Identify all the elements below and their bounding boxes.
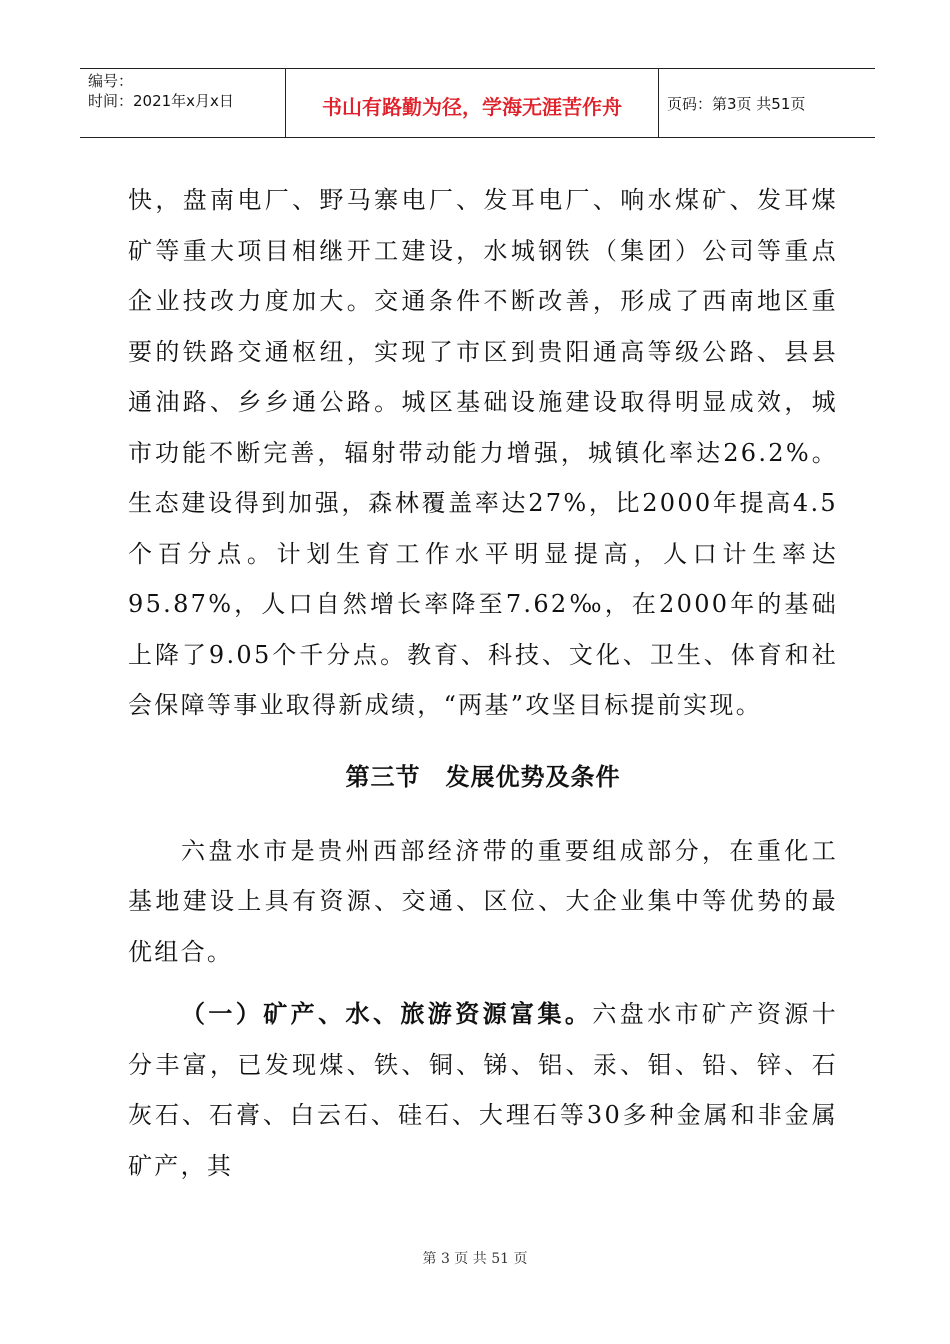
time-label: 时间：2021年x月x日 <box>88 92 234 110</box>
number-label: 编号： <box>88 72 134 90</box>
header-meta <box>88 71 288 111</box>
body-paragraph: 快，盘南电厂、野马寨电厂、发耳电厂、响水煤矿、发耳煤矿等重大项目相继开工建设，水城钢铁（集团）公司等重点企业技改力度加大。交通条件不断改善，形成了西南地区重要的铁路交通枢纽，实现了市区到贵阳通高等级公路、县县通油路、乡乡通公路。城区基础设施建设取得明显成效，城市功能不断完善，辐射带动能力增强，城镇化率达26.2%。生态建设得到加强，森林覆盖率达27%，比2000年提高4.5个百分点。计划生育工作水平明显提高，人口计生率达95.87%，人口自然增长率降至7.62‰，在2000年的基础上降了9.05个千分点。教育、科技、文化、卫生、体育和社会保障等事业取得新成绩，“两基”攻坚目标提前实现。 <box>128 186 838 719</box>
header-motto: 书山有路勤为径，学海无涯苦作舟 <box>322 95 622 119</box>
header-divider <box>658 69 659 137</box>
body-paragraph: 六盘水市是贵州西部经济带的重要组成部分，在重化工基地建设上具有资源、交通、区位、大企业集中等优势的最优组合。 <box>128 836 838 966</box>
body-paragraph <box>128 989 838 1191</box>
page-footer: 第 3 页 共 51 页 <box>422 1251 528 1267</box>
paragraph-text: 六盘水市矿产资源十分丰富，已发现煤、铁、铜、锑、铝、汞、钼、铅、锌、石灰石、石膏、白云石、硅石、大理石等30多种金属和非金属矿产，其 <box>128 1000 839 1180</box>
header-page-info: 页码：第3页 共51页 <box>667 95 806 113</box>
page-header <box>80 68 875 138</box>
paragraph-lead-heading: （一）矿产、水、旅游资源富集。 <box>181 1000 593 1028</box>
document-body <box>128 175 838 1191</box>
section-title: 第三节 发展优势及条件 <box>345 762 621 791</box>
